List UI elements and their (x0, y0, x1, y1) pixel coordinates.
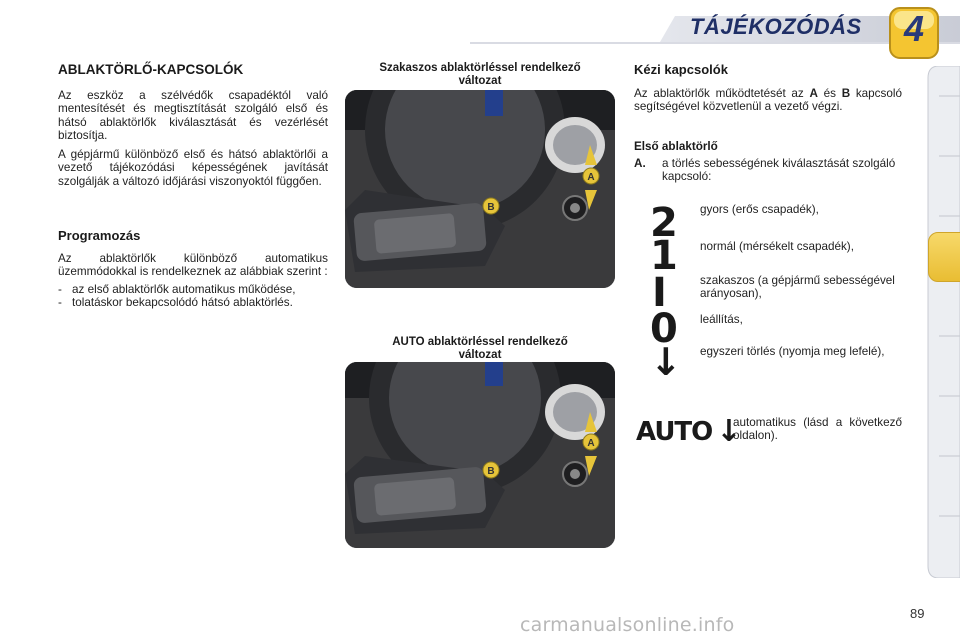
list-item: - tolatáskor bekapcsolódó hátsó ablaktörlés. (58, 295, 293, 309)
manual-controls-title: Kézi kapcsolók (634, 62, 728, 77)
page-number: 89 (910, 606, 925, 621)
photo-caption-auto: AUTO ablaktörléssel rendelkező változat (392, 336, 568, 361)
stalk-illustration (345, 362, 615, 548)
arrow-down-icon: ↓ (650, 340, 682, 384)
programming-title: Programozás (58, 228, 141, 244)
second-paragraph: A gépjármű különböző első és hátsó ablaktörlői a vezető tájékozódási képességének javítását szolgálják a változó időjárási viszonyoktól függően. (58, 148, 328, 188)
wiper-stalk-photo-auto (345, 362, 615, 548)
left-column (58, 62, 328, 309)
symbol-1-text: normál (mérsékelt csapadék), (700, 240, 854, 253)
list-item: - az első ablaktörlők automatikus működése, (58, 282, 296, 296)
chapter-number: 4 (904, 8, 925, 49)
symbol-0-text: leállítás, (700, 313, 743, 326)
symbol-intermittent: I (652, 270, 667, 316)
chapter-tab-strip (925, 66, 960, 578)
callout-a: A (587, 438, 595, 449)
symbol-intermittent-text: szakaszos (a gépjármű sebességével arányosan), (700, 274, 895, 301)
arrow-down-icon: ↓ (716, 414, 742, 449)
symbol-2: 2 (650, 200, 678, 246)
manual-controls-paragraph: Az ablaktörlők működtetését az A és B kapcsoló segítségével közvetlenül a vezető végzi. (634, 87, 902, 114)
symbol-auto (636, 414, 741, 449)
page-title: TÁJÉKOZÓDÁS (690, 14, 862, 39)
front-wiper-item-a: A. a törlés sebességének kiválasztását szolgáló kapcsoló: (634, 156, 896, 183)
chapter-tab-active[interactable] (928, 232, 960, 282)
programming-paragraph: Az ablaktörlők különböző automatikus üzemmódokkal is rendelkeznek az alábbiak szerint : (58, 252, 328, 279)
callout-b: B (487, 466, 495, 477)
front-wiper-title: Első ablaktörlő (634, 139, 718, 153)
symbol-0: 0 (650, 306, 678, 352)
bullet-text: tolatáskor bekapcsolódó hátsó ablaktörlés. (72, 295, 293, 309)
symbol-1: 1 (650, 233, 678, 279)
watermark: carmanualsonline.info (520, 614, 735, 636)
callout-a: A (587, 172, 595, 183)
right-column (634, 62, 902, 183)
stalk-illustration (345, 90, 615, 288)
bullet-text: az első ablaktörlők automatikus működése, (72, 282, 296, 296)
wiper-stalk-photo-intermittent (345, 90, 615, 288)
callout-b: B (487, 202, 495, 213)
intro-paragraph: Az eszköz a szélvédők csapadéktól való mentesítését és megtisztítását szolgáló első és hátsó ablaktörlők kiválasztását és vezérlését biztosítja. (58, 89, 328, 142)
photo-caption-intermittent: Szakaszos ablaktörléssel rendelkező változat (379, 62, 581, 87)
symbol-2-text: gyors (erős csapadék), (700, 203, 819, 216)
auto-glyph: AUTO (636, 416, 713, 447)
section-title: ABLAKTÖRLŐ-KAPCSOLÓK (58, 62, 244, 77)
symbol-single-wipe-text: egyszeri törlés (nyomja meg lefelé), (700, 345, 885, 358)
symbol-auto-text: automatikus (lásd a következő oldalon). (733, 416, 902, 443)
